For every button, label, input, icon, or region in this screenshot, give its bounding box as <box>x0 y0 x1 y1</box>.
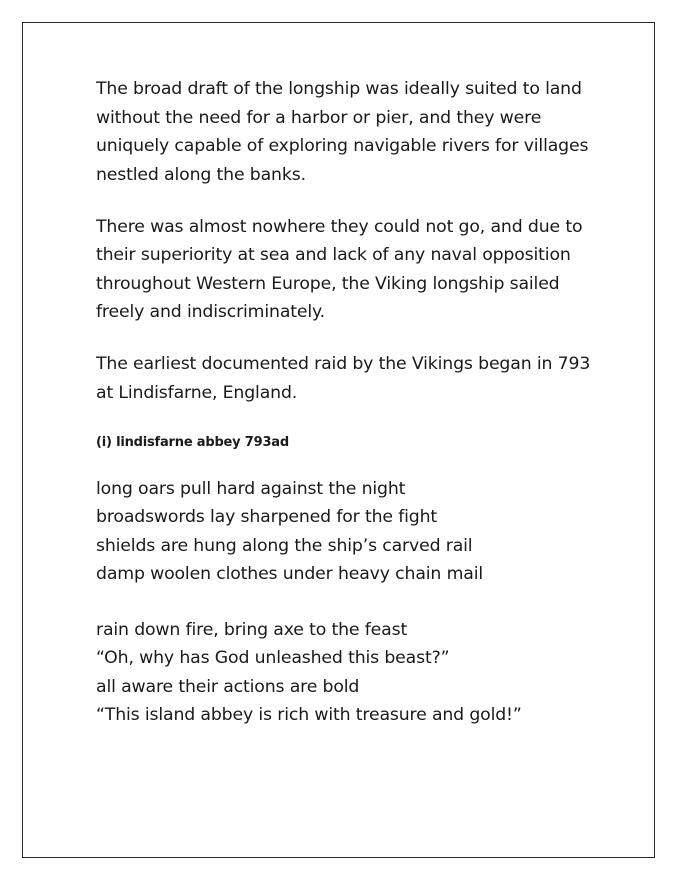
poem-line: broadswords lay sharpened for the fight <box>96 507 438 528</box>
poem-line: shields are hung along the ship’s carved rail <box>96 535 473 556</box>
poem-stanza-1 <box>96 475 596 588</box>
poem-line: “This island abbey is rich with treasure and gold!” <box>96 705 522 726</box>
paragraph-viking-superiority: There was almost nowhere they could not go, and due to their superiority at sea and lack of any naval opposition throughout Western Europe, the Viking longship sailed freely and indiscriminately. <box>96 216 583 322</box>
poem-line: rain down fire, bring axe to the feast <box>96 620 408 641</box>
poem-line: damp woolen clothes under heavy chain mail <box>96 563 483 584</box>
document-body <box>96 75 596 729</box>
poem-stanza-2 <box>96 616 596 729</box>
poem-heading: (i) lindisfarne abbey 793ad <box>96 435 289 450</box>
paragraph-earliest-raid: The earliest documented raid by the Vikings began in 793 at Lindisfarne, England. <box>96 354 591 403</box>
poem-line: long oars pull hard against the night <box>96 479 406 499</box>
poem-line: “Oh, why has God unleashed this beast?” <box>96 648 450 669</box>
paragraph-longship-draft: The broad draft of the longship was ideally suited to land without the need for a harbor or pier, and they were uniquely capable of exploring navigable rivers for villages nestled along the banks. <box>96 79 589 185</box>
poem-line: all aware their actions are bold <box>96 676 360 697</box>
